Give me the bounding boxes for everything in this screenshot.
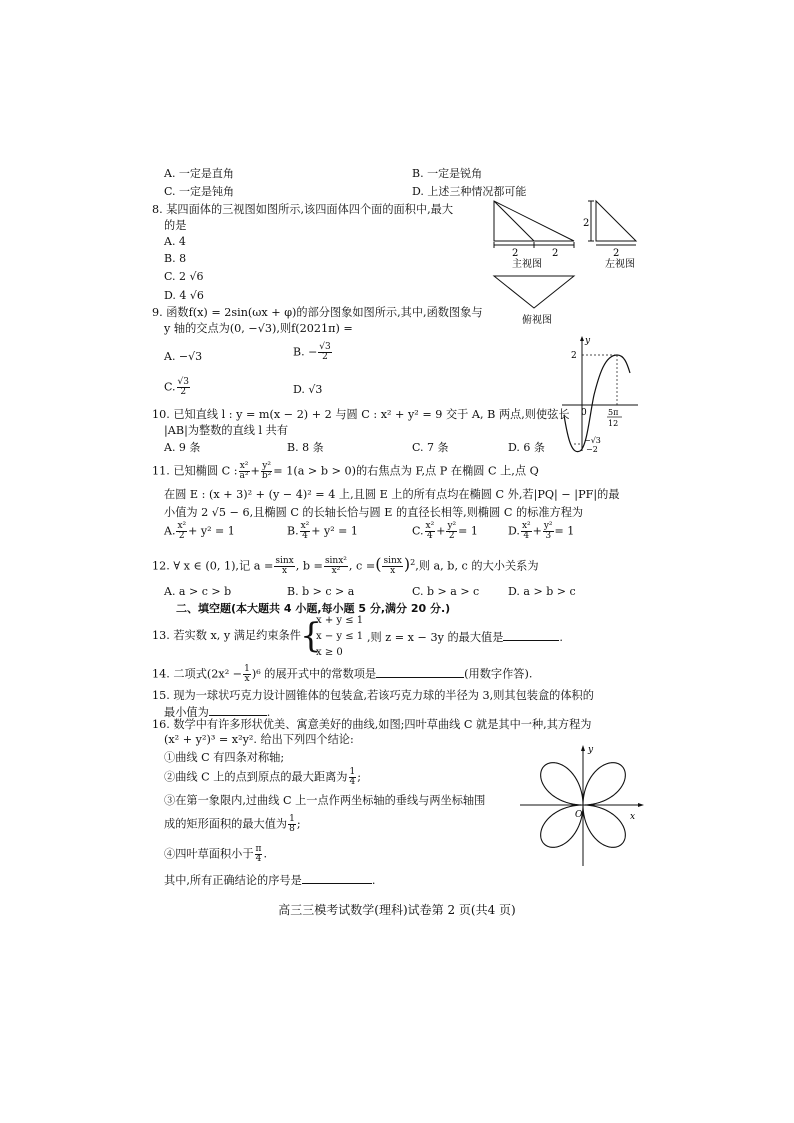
q13-answer-blank[interactable] [503,629,559,641]
q13-constraint-3: x ≥ 0 [316,647,343,658]
q13-constraint-2: x − y ≤ 1 [316,631,364,642]
top-view [494,276,574,308]
q11-option-a: A. $\frac{\text{x²}}{2}$ + y² = 1 [164,521,235,541]
left-dim-width: 2 [613,248,620,259]
q10-option-a: A. 9 条 [164,441,201,454]
q10-stem-line2: |AB|为整数的直线 l 共有 [164,424,289,437]
q8-option-b: B. 8 [164,252,187,265]
four-leaf-clover-figure [520,742,646,868]
sine-graph [560,335,640,455]
q9-option-d: D. √3 [293,383,323,396]
q11-option-b: B. $\frac{\text{x²}}{4}$ + y² = 1 [287,521,358,541]
q16-statement-3-line2: 成的矩形面积的最大值为 $\frac{1}{8}$ ; [164,814,301,834]
q15-stem-line1: 15. 现为一球状巧克力设计圆锥体的包装盒,若该巧克力球的半径为 3,则其包装盒的体积的 [152,689,594,702]
q9-option-a: A. −√3 [164,350,203,363]
q11-option-d: D. $\frac{\text{x²}}{4}$ + $\frac{\text{y²}}{3}$ = 1 [508,521,575,541]
q10-stem-line1: 10. 已知直线 l : y = m(x − 2) + 2 与圆 C : x² + y² = 9 交于 A, B 两点,则使弦长 [152,408,570,421]
q12-option-b: B. b > c > a [287,585,355,598]
q13-stem-a: 13. 若实数 x, y 满足约束条件 [152,629,301,642]
q9-option-c: C. $\frac{√3}{2}$ [164,377,189,397]
q10-option-c: C. 7 条 [412,441,449,454]
graph-tick-2: 2 [571,351,577,361]
top-view-label: 俯视图 [522,315,552,326]
q11-stem-line2: 在圆 E : (x + 3)² + (y − 4)² = 4 上,且圆 E 上的所有点均在椭圆 C 外,若|PQ| − |PF|的最 [164,488,620,501]
q8-stem-line2: 的是 [164,219,187,232]
graph-xtick-num: 5π [608,408,619,417]
q9-stem-line2: y 轴的交点为(0, −√3),则f(2021π) = [164,322,353,335]
front-dim-left: 2 [512,248,519,259]
q9-stem-line1: 9. 函数f(x) = 2sin(ωx + φ)的部分图象如图所示,其中,函数图象与 [152,306,483,319]
q8-option-c: C. 2 √6 [164,270,204,283]
q7-option-b: B. 一定是锐角 [412,167,483,180]
q16-statement-4: ④四叶草面积小于 $\frac{\pi}{4}$ . [164,844,267,864]
q8-stem-line1: 8. 某四面体的三视图如图所示,该四面体四个面的面积中,最大 [152,203,454,216]
q11-stem-line1: 11. 已知椭圆 C : $\frac{\text{x²}}{\text{a²}}$ + $\frac{\text{y²}}{\text{b²}}$ = 1(a > b > 0)的右焦点为 F,点 P 在椭圆 C 上,点 Q [152,461,539,481]
q14-answer-blank[interactable] [376,666,464,678]
page-footer: 高三三模考试数学(理科)试卷第 2 页(共4 页) [278,903,516,917]
q16-statement-3-line1: ③在第一象限内,过曲线 C 上一点作两坐标轴的垂线与两坐标轴围 [164,794,486,807]
q9-option-b: B. − $\frac{√3}{2}$ [293,342,331,362]
left-view-label: 左视图 [605,259,635,270]
front-view-label: 主视图 [512,259,542,270]
q14-stem: 14. 二项式(2x² − $\frac{1}{x}$ )⁶ 的展开式中的常数项是 (用数字作答). [152,664,533,684]
q16-statement-2: ②曲线 C 上的点到原点的最大距离为 $\frac{1}{4}$ ; [164,767,362,787]
left-dim-height: 2 [583,218,590,229]
q7-option-d: D. 上述三种情况都可能 [412,185,527,198]
q7-option-c: C. 一定是钝角 [164,185,235,198]
q10-option-b: B. 8 条 [287,441,324,454]
clover-origin-label: O [575,810,583,820]
q8-option-d: D. 4 √6 [164,289,204,302]
three-view-figure [490,196,645,328]
q16-stem-line2: (x² + y²)³ = x²y². 给出下列四个结论: [164,733,354,746]
front-dim-right: 2 [552,248,559,259]
q8-option-a: A. 4 [164,235,186,248]
graph-neg-2: −2 [586,445,598,454]
section-fill-in-heading: 二、填空题(本大题共 4 小题,每小题 5 分,满分 20 分.) [176,602,451,615]
q13-brace: { [300,616,322,656]
q12-stem: 12. ∀ x ∈ (0, 1),记 a = $\frac{\sin x}{x}$ , b = $\frac{\text{sinx²}}{\text{x²}}$ , c =( $\frac{\sin x}{x}$ )$^2$,则 a, b, c 的大小关系为 [152,554,539,577]
front-view [494,201,574,248]
q16-stem-line1: 16. 数学中有许多形状优美、寓意美好的曲线,如图;四叶草曲线 C 就是其中一种,其方程为 [152,718,592,731]
q12-option-d: D. a > b > c [508,585,576,598]
q11-option-c: C. $\frac{\text{x²}}{4}$ + $\frac{\text{y²}}{2}$ = 1 [412,521,478,541]
graph-xtick-den: 12 [608,419,619,428]
q16-conclusion: 其中,所有正确结论的序号是 . [164,874,376,887]
q15-stem-line2: 最小值为 . [164,706,271,719]
q7-option-a: A. 一定是直角 [164,167,234,180]
graph-origin: 0 [581,408,587,418]
q11-stem-line3: 小值为 2 √5 − 6,且椭圆 C 的长轴长恰与圆 E 的直径长相等,则椭圆 C 的标准方程为 [164,506,584,519]
left-view [588,201,636,245]
q13-constraint-1: x + y ≤ 1 [316,615,364,626]
q15-answer-blank[interactable] [209,704,267,716]
q12-option-a: A. a > c > b [164,585,232,598]
q13-stem-b: ,则 z = x − 3y 的最大值是 . [367,631,563,644]
graph-neg-sqrt3: −√3 [584,436,601,445]
graph-y-label: y [585,336,591,346]
clover-y-label: y [588,745,594,755]
q16-statement-1: ①曲线 C 有四条对称轴; [164,751,285,764]
q16-answer-blank[interactable] [302,872,372,884]
clover-x-label: x [630,812,636,822]
q12-option-c: C. b > a > c [412,585,480,598]
q10-option-d: D. 6 条 [508,441,545,454]
